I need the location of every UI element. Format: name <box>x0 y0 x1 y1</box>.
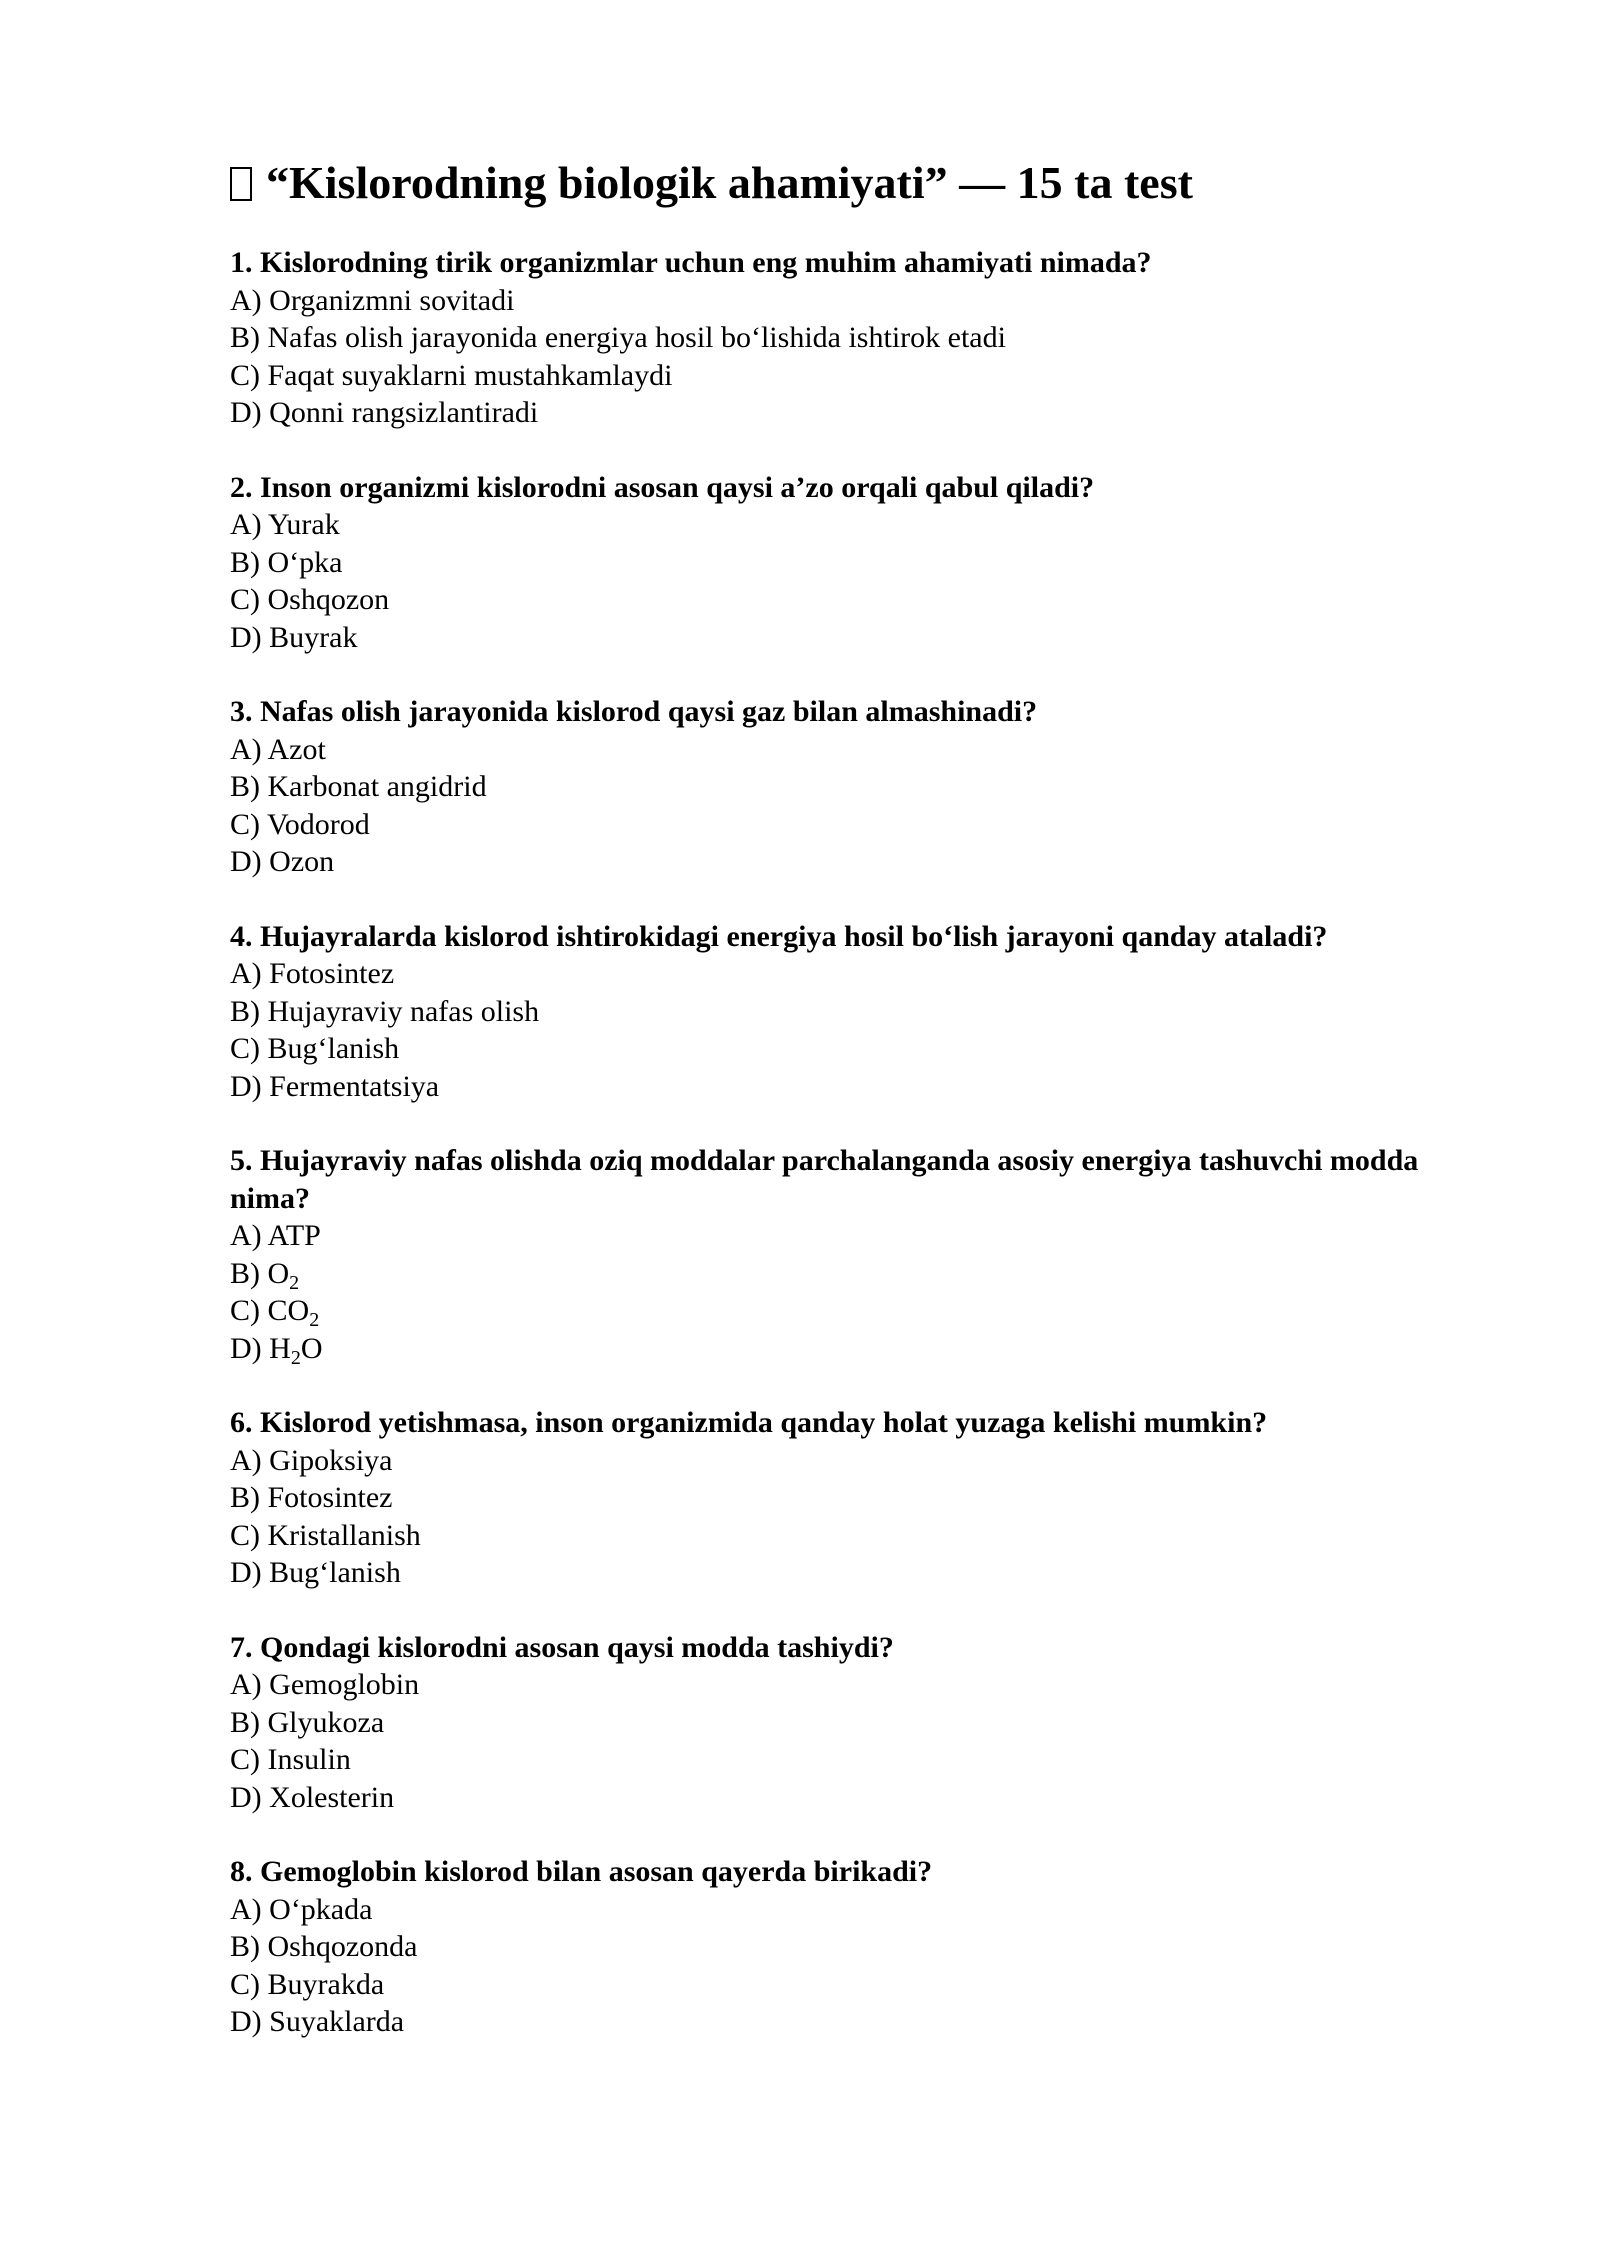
answer-option: B) Hujayraviy nafas olish <box>230 994 540 1028</box>
question-text: 7. Qondagi kislorodni asosan qaysi modda tashiydi? <box>230 1630 894 1664</box>
question-6 <box>230 1404 1430 1592</box>
question-1 <box>230 244 1430 432</box>
question-text: 4. Hujayralarda kislorod ishtirokidagi energiya hosil bo‘lish jarayoni qanday ataladi? <box>230 919 1328 953</box>
option-text: A) ATP <box>230 1219 321 1253</box>
answer-option: B) Oshqozonda <box>230 1930 418 1964</box>
answer-option <box>230 1255 1430 1293</box>
answer-option: D) Buyrak <box>230 620 358 654</box>
answer-option: B) Glyukoza <box>230 1705 385 1739</box>
answer-option: C) Insulin <box>230 1743 351 1777</box>
answer-option: C) Vodorod <box>230 807 370 841</box>
answer-option: B) O‘pka <box>230 545 343 579</box>
answer-option: A) Azot <box>230 732 326 766</box>
question-text: 8. Gemoglobin kislorod bilan asosan qayerda birikadi? <box>230 1855 933 1889</box>
document-title-text: “Kislorodning biologik ahamiyati” — 15 ta test <box>266 157 1193 208</box>
answer-option: D) Bug‘lanish <box>230 1556 401 1590</box>
answer-option: A) Yurak <box>230 508 340 542</box>
document-title <box>230 155 1430 210</box>
question-text: 3. Nafas olish jarayonida kislorod qaysi gaz bilan almashinadi? <box>230 695 1038 729</box>
subscript: 2 <box>290 1346 301 1369</box>
answer-option: C) Buyrakda <box>230 1967 385 2001</box>
answer-option: B) Nafas olish jarayonida energiya hosil bo‘lishida ishtirok etadi <box>230 321 1006 355</box>
answer-option: A) Organizmni sovitadi <box>230 283 515 317</box>
question-text: 6. Kislorod yetishmasa, inson organizmida qanday holat yuzaga kelishi mumkin? <box>230 1406 1268 1440</box>
question-text: 2. Inson organizmi kislorodni asosan qaysi a’zo orqali qabul qiladi? <box>230 470 1095 504</box>
answer-option: C) Oshqozon <box>230 583 390 617</box>
answer-option: A) Fotosintez <box>230 957 395 991</box>
answer-option: B) Karbonat angidrid <box>230 770 487 804</box>
answer-option: C) Kristallanish <box>230 1518 421 1552</box>
answer-option <box>230 1292 1430 1330</box>
answer-option: D) Ozon <box>230 845 335 879</box>
answer-option: D) Fermentatsiya <box>230 1069 440 1103</box>
option-text-suffix: O <box>300 1331 323 1365</box>
question-4 <box>230 918 1430 1106</box>
answer-option <box>230 1330 1430 1368</box>
answer-option: A) Gipoksiya <box>230 1443 393 1477</box>
answer-option: A) Gemoglobin <box>230 1668 420 1702</box>
question-text: 5. Hujayraviy nafas olishda oziq moddalar parchalanganda asosiy energiya tashuvchi modda nima? <box>230 1144 1419 1215</box>
answer-option: B) Fotosintez <box>230 1481 393 1515</box>
document-page <box>230 155 1430 2078</box>
answer-option: C) Bug‘lanish <box>230 1032 400 1066</box>
answer-option: A) O‘pkada <box>230 1892 373 1926</box>
answer-option <box>230 1217 1430 1255</box>
option-text: D) H <box>230 1331 291 1365</box>
question-list <box>230 244 1430 2041</box>
option-text: B) O <box>230 1256 290 1290</box>
subscript: 2 <box>309 1309 320 1332</box>
question-5 <box>230 1142 1430 1367</box>
answer-option: D) Suyaklarda <box>230 2005 405 2039</box>
question-7 <box>230 1629 1430 1817</box>
question-text: 1. Kislorodning tirik organizmlar uchun eng muhim ahamiyati nimada? <box>230 246 1152 280</box>
missing-glyph-icon <box>230 167 252 201</box>
question-2 <box>230 469 1430 657</box>
question-8 <box>230 1853 1430 2041</box>
answer-option: D) Qonni rangsizlantiradi <box>230 396 539 430</box>
question-3 <box>230 693 1430 881</box>
subscript: 2 <box>289 1271 300 1294</box>
option-text: C) CO <box>230 1294 310 1328</box>
answer-option: D) Xolesterin <box>230 1780 395 1814</box>
answer-option: C) Faqat suyaklarni mustahkamlaydi <box>230 358 673 392</box>
